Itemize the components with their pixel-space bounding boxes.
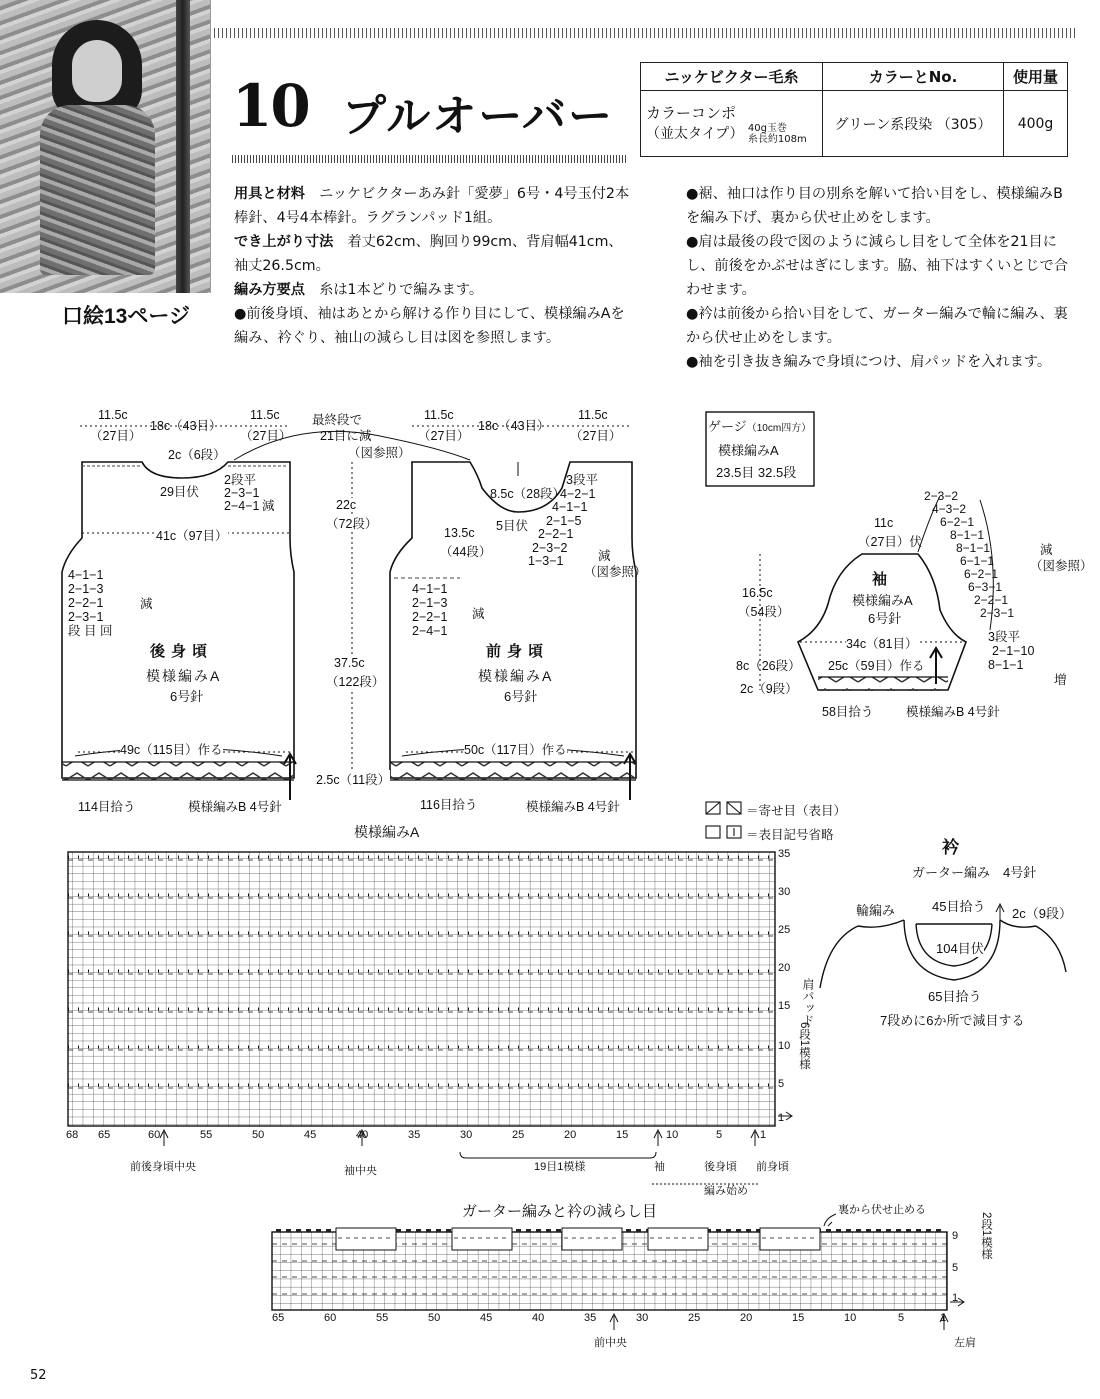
front-armhole-dec-1: 4−1−1 bbox=[412, 582, 448, 596]
front-neck-dec-2: 4−2−1 bbox=[560, 486, 596, 501]
back-armhole-dec-4: 2−3−1 bbox=[68, 610, 104, 624]
chart-b-front-center: 前中央 bbox=[594, 1337, 627, 1349]
back-armhole-dec-label: 減 bbox=[140, 597, 153, 611]
front-neck-width: 18c（43目） bbox=[478, 419, 550, 433]
front-shoulder-right-sts: （27目） bbox=[570, 429, 622, 443]
sleeve-cap-dec-1: 2−3−2 bbox=[924, 489, 959, 503]
chart-a-col-55: 55 bbox=[200, 1129, 213, 1141]
chart-b-col-40: 40 bbox=[532, 1312, 545, 1324]
sleeve-needle: 6号針 bbox=[868, 611, 902, 626]
yarn-header-brand: ニッケビクター毛糸 bbox=[641, 63, 823, 91]
front-neck-dec-7: 1−3−1 bbox=[528, 554, 564, 568]
chart-b-col-15: 15 bbox=[792, 1312, 805, 1324]
yarn-header-color: カラーとNo. bbox=[823, 63, 1004, 91]
chart-a-col-40: 40 bbox=[356, 1129, 369, 1141]
chart-b-bind-off: 裏から伏せ止める bbox=[838, 1204, 926, 1216]
gauge-unit: （10cm四方） bbox=[746, 423, 812, 434]
armhole-height: 22c bbox=[336, 498, 357, 512]
collar-pattern: ガーター編み 4号針 bbox=[912, 865, 1037, 880]
legend-symbols bbox=[706, 802, 741, 838]
front-neck-dec-3: 4−1−1 bbox=[552, 500, 588, 514]
back-rib: 模様編みB 4号針 bbox=[188, 800, 282, 814]
chart-b-col-45: 45 bbox=[480, 1312, 493, 1324]
sleeve-top-sts: （27目）伏 bbox=[858, 535, 922, 549]
method-label: 編み方要点 bbox=[234, 282, 305, 298]
sleeve-cap-height: 16.5c bbox=[742, 586, 773, 600]
front-pickup: 116目拾う bbox=[420, 798, 478, 812]
sleeve-rib: 模様編みB 4号針 bbox=[906, 705, 1000, 719]
back-neck-dec-3: 2−4−1 bbox=[224, 499, 260, 513]
sleeve-body-height: 8c（26段） bbox=[736, 659, 801, 673]
chart-b-col-35: 35 bbox=[584, 1312, 597, 1324]
pattern-number: 10 bbox=[232, 72, 309, 140]
back-shoulder-right: 11.5c bbox=[250, 408, 280, 422]
chart-a-col-20: 20 bbox=[564, 1129, 577, 1141]
final-row-2: 21目に減 bbox=[320, 429, 372, 443]
chart-a-row-30: 30 bbox=[778, 886, 791, 898]
sleeve-cap-dec-9: 2−2−1 bbox=[974, 593, 1009, 607]
collar-pickup-top: 45目拾う bbox=[932, 899, 986, 914]
sleeve-inc bbox=[988, 630, 1034, 672]
armhole-rows: （72段） bbox=[326, 514, 377, 532]
sleeve-cap-dec bbox=[924, 490, 1014, 620]
sleeve-top: 11c bbox=[874, 516, 894, 530]
method-bullet-2: ●裾、袖口は作り目の別糸を解いて拾い目をし、模様編みBを編み下げ、裏から伏せ止めをします。 bbox=[686, 186, 1063, 226]
chart-a-col-5: 5 bbox=[716, 1129, 723, 1141]
back-neck-dec bbox=[224, 474, 259, 513]
collar-dec: 7段めに6か所で減目する bbox=[880, 1013, 1025, 1028]
back-armhole-dec-key: 段 目 回 bbox=[68, 624, 113, 638]
front-neck-dec-6: 2−3−2 bbox=[532, 540, 568, 555]
page-number: 52 bbox=[30, 1368, 47, 1383]
sleeve-cap-rows: （54段） bbox=[738, 605, 790, 619]
front-armhole-dec bbox=[412, 582, 447, 638]
chart-a-col-25: 25 bbox=[512, 1129, 525, 1141]
front-shoulder-right: 11.5c bbox=[578, 408, 608, 422]
back-pattern: 模様編みA bbox=[146, 668, 222, 684]
materials-label: 用具と材料 bbox=[234, 186, 305, 202]
sleeve-pattern: 模様編みA bbox=[852, 593, 913, 608]
sleeve-inc-1: 3段平 bbox=[988, 630, 1020, 644]
collar-pad: 肩パッド bbox=[801, 978, 815, 1026]
sleeve-dec-label: 減 bbox=[1040, 543, 1053, 557]
gauge-title bbox=[708, 416, 811, 435]
chart-a-front: 前身頃 bbox=[756, 1161, 789, 1173]
back-armhole-dec-2: 2−1−3 bbox=[68, 582, 104, 596]
chart-b-col-10: 10 bbox=[844, 1312, 857, 1324]
method-bullet-4: ●衿は前後から拾い目をして、ガーター編みで輪に編み、裏から伏せ止めをします。 bbox=[686, 306, 1068, 346]
back-pickup: 114目拾う bbox=[78, 800, 136, 814]
back-armhole-dec bbox=[68, 568, 112, 638]
chart-a-back: 後身頃 bbox=[704, 1161, 737, 1173]
front-armhole-height: 13.5c bbox=[444, 526, 475, 540]
back-name: 後身頃 bbox=[150, 643, 214, 660]
materials-text: ニッケビクターあみ針「愛夢」6号・4号玉付2本棒針、4号4本棒針。ラグランパッド1組。 bbox=[234, 186, 630, 226]
chart-a-row-5: 5 bbox=[778, 1078, 785, 1090]
collar-title: 衿 bbox=[942, 838, 959, 857]
chart-a-row-35: 35 bbox=[778, 848, 791, 860]
chart-a-repeat: 19目1模様 bbox=[534, 1161, 586, 1173]
front-neck-bind: 5目伏 bbox=[496, 519, 528, 533]
method-bullet-5: ●袖を引き抜き編みで身頃につけ、肩パッドを入れます。 bbox=[686, 354, 1052, 370]
sleeve-cap-dec-4: 8−1−1 bbox=[950, 528, 985, 542]
back-neck-dec-label: 減 bbox=[262, 499, 275, 513]
front-armhole-dec-2: 2−1−3 bbox=[412, 596, 448, 610]
sleeve-pickup: 58目拾う bbox=[822, 705, 874, 719]
legend-1: ＝寄せ目（表目） bbox=[746, 804, 847, 818]
chart-a-col-45: 45 bbox=[304, 1129, 317, 1141]
chart-a-row-1: 1 bbox=[778, 1112, 785, 1124]
front-neck-dec-5: 2−2−1 bbox=[538, 527, 574, 541]
sleeve-cap-dec-3: 6−2−1 bbox=[940, 515, 975, 529]
chart-a-title: 模様編みA bbox=[354, 824, 420, 840]
sleeve-cap-dec-2: 4−3−2 bbox=[932, 502, 967, 516]
sleeve-inc-2: 2−1−10 bbox=[992, 644, 1035, 658]
sleeve-inc-3: 8−1−1 bbox=[988, 658, 1024, 672]
back-width: 41c（97目） bbox=[156, 526, 228, 544]
yarn-spec-1: 40g玉巻 bbox=[747, 123, 787, 134]
chart-b-col-50: 50 bbox=[428, 1312, 441, 1324]
front-neck-depth: 8.5c（28段） bbox=[490, 487, 566, 501]
sleeve-dec-ref: （図参照） bbox=[1030, 559, 1093, 573]
chart-a-sleeve-center: 袖中央 bbox=[344, 1165, 377, 1177]
chart-b-col-60: 60 bbox=[324, 1312, 337, 1324]
front-needle: 6号針 bbox=[504, 689, 538, 704]
chart-a-grid bbox=[68, 852, 775, 1126]
yarn-color: グリーン系段染 （305） bbox=[823, 91, 1004, 157]
yarn-spec-2: 糸長約108m bbox=[747, 134, 807, 145]
gauge-pattern: 模様編みA bbox=[718, 443, 779, 458]
back-neck-dec-1: 2段平 bbox=[224, 473, 256, 487]
rib-height: 2.5c（11段） bbox=[316, 770, 390, 788]
chart-a-sleeve: 袖 bbox=[654, 1161, 665, 1173]
back-neck-width: 18c（43目） bbox=[150, 419, 222, 433]
body-rows: （122段） bbox=[326, 672, 384, 690]
chart-a-center-label: 前後身頃中央 bbox=[130, 1161, 196, 1173]
chart-a-start: 編み始め bbox=[704, 1185, 748, 1197]
chart-a-row-20: 20 bbox=[778, 962, 791, 974]
back-shoulder-left-sts: （27目） bbox=[90, 429, 142, 443]
front-armhole-dec-label: 減 bbox=[472, 607, 485, 621]
front-pattern: 模様編みA bbox=[478, 668, 554, 684]
yarn-header-amount: 使用量 bbox=[1004, 63, 1068, 91]
front-armhole-rows: （44段） bbox=[440, 545, 492, 559]
sleeve-rib-height: 2c（9段） bbox=[740, 682, 798, 696]
front-neck-dec-label: 減 bbox=[598, 549, 611, 563]
sleeve-cap-dec-7: 6−2−1 bbox=[964, 567, 999, 581]
chart-b-col-30: 30 bbox=[636, 1312, 649, 1324]
yarn-name: カラーコンポ bbox=[646, 104, 737, 122]
front-hem: 50c（117目）作る bbox=[464, 740, 567, 758]
final-row-ref: （図参照） bbox=[348, 446, 411, 460]
front-armhole-dec-3: 2−2−1 bbox=[412, 610, 448, 624]
back-hem: 49c（115目）作る bbox=[120, 740, 223, 758]
back-neck-dec-2: 2−3−1 bbox=[224, 486, 260, 500]
front-name: 前身頃 bbox=[486, 643, 550, 660]
chart-b-title: ガーター編みと衿の減らし目 bbox=[462, 1203, 658, 1220]
gauge-value: 23.5目 32.5段 bbox=[716, 465, 797, 480]
chart-b-col-25: 25 bbox=[688, 1312, 701, 1324]
chart-b-col-1: 1 bbox=[940, 1312, 947, 1324]
size-text: 着丈62cm、胸回り99cm、背肩幅41cm、袖丈26.5cm。 bbox=[234, 234, 623, 274]
chart-b-col-55: 55 bbox=[376, 1312, 389, 1324]
front-neck-dec-4: 2−1−5 bbox=[546, 513, 582, 528]
photo-caption: 口絵13ページ bbox=[62, 305, 190, 328]
chart-a-col-10: 10 bbox=[666, 1129, 679, 1141]
chart-b-grid bbox=[272, 1228, 947, 1310]
back-shoulder-right-sts: （27目） bbox=[240, 429, 292, 443]
front-neck-dec bbox=[528, 474, 598, 569]
chart-a-col-30: 30 bbox=[460, 1129, 473, 1141]
sleeve-width: 34c（81目） bbox=[846, 634, 918, 652]
yarn-amount: 400g bbox=[1004, 91, 1068, 157]
sleeve-inc-label: 増 bbox=[1054, 673, 1067, 687]
collar-height: 2c（9段） bbox=[1012, 906, 1072, 921]
chart-a-col-50: 50 bbox=[252, 1129, 265, 1141]
sleeve-cast: 25c（59目）作る bbox=[828, 659, 925, 673]
front-shoulder-left-sts: （27目） bbox=[418, 429, 470, 443]
gauge-title-text: ゲージ bbox=[708, 419, 747, 434]
back-armhole-dec-1: 4−1−1 bbox=[68, 568, 104, 582]
legend-2: ＝表目記号省略 bbox=[746, 828, 834, 842]
chart-b-row-1: 1 bbox=[952, 1292, 959, 1304]
chart-a-col-35: 35 bbox=[408, 1129, 421, 1141]
method-bullet-1: ●前後身頃、袖はあとから解ける作り目にして、模様編みAを編み、衿ぐり、袖山の減らし目は図を参照します。 bbox=[234, 306, 625, 346]
sleeve-cap-dec-10: 2−3−1 bbox=[980, 606, 1015, 620]
back-shoulder-left: 11.5c bbox=[98, 408, 128, 422]
collar-bind: 104目伏 bbox=[936, 938, 984, 957]
chart-b-side-label: 2段1模様 bbox=[980, 1212, 992, 1260]
chart-a-row-15: 15 bbox=[778, 1000, 791, 1012]
pattern-title: プルオーバー bbox=[342, 92, 615, 141]
back-neck-bind: 29目伏 bbox=[160, 485, 199, 499]
size-label: でき上がり寸法 bbox=[234, 234, 334, 250]
chart-a-row-10: 10 bbox=[778, 1040, 791, 1052]
front-rib: 模様編みB 4号針 bbox=[526, 800, 620, 814]
sleeve-cap-dec-6: 6−1−1 bbox=[960, 554, 995, 568]
chart-a-col-60: 60 bbox=[148, 1129, 161, 1141]
collar-round: 輪編み bbox=[856, 903, 896, 918]
chart-b-col-5: 5 bbox=[898, 1312, 905, 1324]
chart-a-col-65: 65 bbox=[98, 1129, 111, 1141]
chart-b-row-9: 9 bbox=[952, 1230, 959, 1242]
back-neck-depth: 2c（6段） bbox=[168, 448, 226, 462]
chart-a-side-label: 6段1模様 bbox=[798, 1022, 810, 1070]
chart-b-col-20: 20 bbox=[740, 1312, 753, 1324]
chart-b-left-shoulder: 左肩 bbox=[954, 1337, 976, 1349]
chart-a-col-numbers bbox=[60, 1129, 780, 1143]
back-armhole-dec-3: 2−2−1 bbox=[68, 596, 104, 610]
chart-a-col-68: 68 bbox=[66, 1129, 79, 1141]
collar-pickup-bottom: 65目拾う bbox=[928, 989, 982, 1004]
sleeve-cap-dec-5: 8−1−1 bbox=[956, 541, 991, 555]
front-armhole-dec-4: 2−4−1 bbox=[412, 624, 448, 638]
method-bullet-3: ●肩は最後の段で図のように減らし目をして全体を21目にし、前後をかぶせはぎにします。脇、袖下はすくいとじで合わせます。 bbox=[686, 234, 1068, 298]
sleeve-cap-dec-8: 6−3−1 bbox=[968, 580, 1003, 594]
chart-b-row-5: 5 bbox=[952, 1262, 959, 1274]
front-neck-dec-1: 3段平 bbox=[566, 473, 598, 487]
method-text: 糸は1本どりで編みます。 bbox=[319, 282, 484, 298]
chart-a-col-15: 15 bbox=[616, 1129, 629, 1141]
final-row: 最終段で bbox=[312, 413, 363, 427]
chart-b-col-65: 65 bbox=[272, 1312, 285, 1324]
yarn-type: （並太タイプ） bbox=[646, 126, 744, 142]
back-needle: 6号針 bbox=[170, 689, 204, 704]
sleeve-name: 袖 bbox=[872, 571, 888, 588]
chart-a-col-1: 1 bbox=[760, 1129, 767, 1141]
front-neck-dec-ref: （図参照） bbox=[584, 565, 647, 579]
chart-a-row-25: 25 bbox=[778, 924, 791, 936]
chart-b-col-numbers bbox=[266, 1312, 956, 1326]
front-shoulder-left: 11.5c bbox=[424, 408, 454, 422]
body-height: 37.5c bbox=[334, 656, 365, 670]
